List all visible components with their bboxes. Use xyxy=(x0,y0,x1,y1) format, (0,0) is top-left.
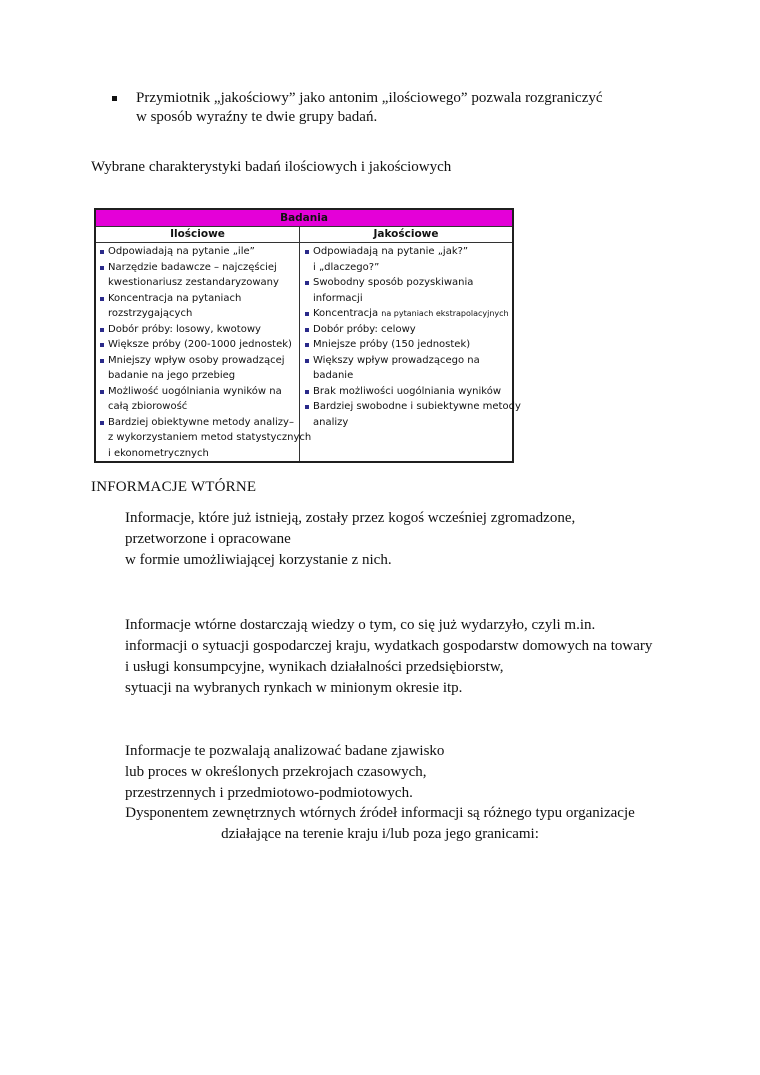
bullet-square-icon xyxy=(100,421,104,425)
list-item: Koncentracja na pytaniach ekstrapolacyjnych xyxy=(304,306,510,322)
bullet-square-icon xyxy=(305,359,309,363)
column-divider xyxy=(299,227,300,461)
paragraph-1-line-3: w formie umożliwiającej korzystanie z nich. xyxy=(125,552,392,568)
table-title: Badania xyxy=(96,210,512,227)
research-comparison-table xyxy=(94,208,521,463)
list-item: Możliwość uogólniania wyników na całą zbiorowość xyxy=(99,384,297,415)
bullet-square-icon xyxy=(100,343,104,347)
bullet-square-icon xyxy=(100,328,104,332)
list-item: Odpowiadają na pytanie „jak?” i „dlaczego?” xyxy=(304,244,510,275)
paragraph-4-line-1: Dysponentem zewnętrznych wtórnych źródeł informacji są różnego typu organizacje xyxy=(125,805,635,821)
qualitative-list xyxy=(304,244,521,430)
bullet-square-icon xyxy=(100,250,104,254)
paragraph-2-line-1: Informacje wtórne dostarczają wiedzy o tym, co się już wydarzyło, czyli m.in. xyxy=(125,617,596,633)
list-item: Mniejszy wpływ osoby prowadzącej badanie na jego przebieg xyxy=(99,353,297,384)
list-item: Większy wpływ prowadzącego na badanie xyxy=(304,353,510,384)
bullet-square-icon xyxy=(305,343,309,347)
paragraph-1-line-1: Informacje, które już istnieją, zostały przez kogoś wcześniej zgromadzone, xyxy=(125,510,576,526)
list-item: Dobór próby: losowy, kwotowy xyxy=(99,322,297,338)
list-item: Większe próby (200-1000 jednostek) xyxy=(99,337,297,353)
list-item: Bardziej obiektywne metody analizy– z wykorzystaniem metod statystycznych i ekonometrycznych xyxy=(99,415,297,462)
bullet-square-icon xyxy=(100,359,104,363)
paragraph-3-line-3: przestrzennych i przedmiotowo-podmiotowych. xyxy=(125,785,413,801)
secondary-info-heading: INFORMACJE WTÓRNE xyxy=(91,479,257,495)
column-header-qualitative: Jakościowe xyxy=(300,227,512,243)
paragraph-1-line-2: przetworzone i opracowane xyxy=(125,531,291,547)
paragraph-2-line-3: i usługi konsumpcyjne, wynikach działalności przedsiębiorstw, xyxy=(125,659,504,675)
bullet-square-icon xyxy=(100,266,104,270)
bullet-square-icon xyxy=(100,297,104,301)
list-item: Dobór próby: celowy xyxy=(304,322,510,338)
section-title: Wybrane charakterystyki badań ilościowych i jakościowych xyxy=(91,159,452,175)
list-item: Swobodny sposób pozyskiwania informacji xyxy=(304,275,510,306)
list-item: Brak możliwości uogólniania wyników xyxy=(304,384,510,400)
bullet-square-icon xyxy=(305,390,309,394)
quantitative-list xyxy=(99,244,312,461)
list-item: Odpowiadają na pytanie „ile” xyxy=(99,244,297,260)
bullet-square-icon xyxy=(305,281,309,285)
bullet-square-icon xyxy=(305,312,309,316)
paragraph-3-line-2: lub proces w określonych przekrojach czasowych, xyxy=(125,764,427,780)
list-item: Mniejsze próby (150 jednostek) xyxy=(304,337,510,353)
paragraph-2-line-4: sytuacji na wybranych rynkach w minionym okresie itp. xyxy=(125,680,463,696)
intro-bullet-line-1: Przymiotnik „jakościowy” jako antonim „ilościowego” pozwala rozgraniczyć xyxy=(136,90,603,106)
bullet-square-icon xyxy=(100,390,104,394)
paragraph-2-line-2: informacji o sytuacji gospodarczej kraju, wydatkach gospodarstw domowych na towary xyxy=(125,638,653,654)
bullet-marker xyxy=(112,96,117,101)
paragraph-4-line-2: działające na terenie kraju i/lub poza jego granicami: xyxy=(221,826,539,842)
list-item: Koncentracja na pytaniach rozstrzygających xyxy=(99,291,297,322)
intro-bullet-line-2: w sposób wyraźny te dwie grupy badań. xyxy=(136,109,378,125)
column-header-quantitative: Ilościowe xyxy=(96,227,299,243)
paragraph-3-line-1: Informacje te pozwalają analizować badane zjawisko xyxy=(125,743,445,759)
bullet-square-icon xyxy=(305,405,309,409)
bullet-square-icon xyxy=(305,328,309,332)
bullet-square-icon xyxy=(305,250,309,254)
list-item: Narzędzie badawcze – najczęściej kwestionariusz zestandaryzowany xyxy=(99,260,297,291)
list-item: Bardziej swobodne i subiektywne metody analizy xyxy=(304,399,510,430)
